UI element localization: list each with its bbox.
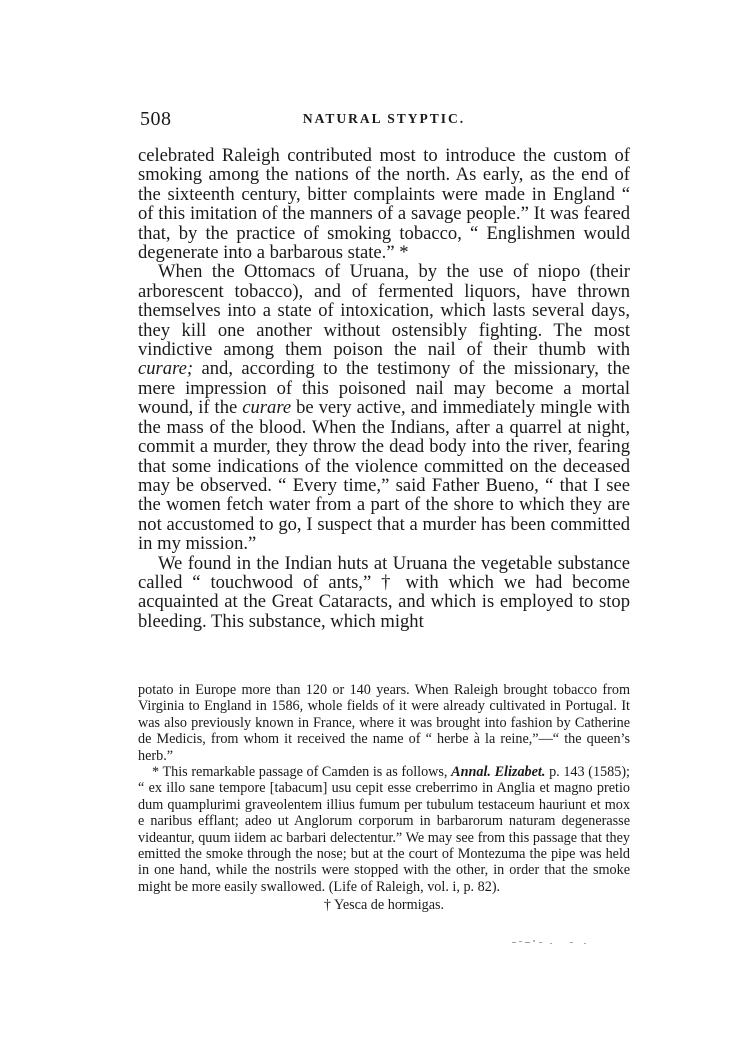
- page-header: [140, 108, 628, 132]
- footnote-star-part-b: p. 143 (1585); “ ex illo sane tempore [tabacum] usu cepit esse creberrimo in Anglia et magno pretio dum quamplurimi graveolentem illius fumum per tubulum testaceum hauriunt et mox e naribus efflant; adeo ut Anglorum corporum in barbarorum naturam degenerasse videantur, quum iidem ac barbari delectentur.” We may see from this passage that they emitted the smoke through the nose; but at the court of Montezuma the pipe was held in one hand, while the nostrils were stopped with the other, in order that the smoke might be more easily swallowed. (Life of Raleigh, vol. i, p. 82).: [138, 764, 631, 895]
- paragraph-2-part-a: When the Ottomacs of Uruana, by the use of niopo (their arborescent tobacco), and of fermented liquors, have thrown themselves into a state of intoxication, which lasts several days, they kill one another without ostensibly fighting. The most vindictive among them poison the nail of their thumb with: [138, 261, 630, 361]
- paragraph-1: celebrated Raleigh contributed most to introduce the custom of smoking among the nations of the north. As early, as the end of the sixteenth century, bitter complaints were made in England “ of this imitation of the manners of a savage people.” It was feared that, by the practice of smoking tobacco, “ Englishmen would degenerate into a barbarous state.” *: [138, 145, 630, 264]
- page-number: 508: [140, 108, 172, 130]
- footnote-star: [138, 764, 630, 895]
- footnote-dagger: † Yesca de hormigas.: [323, 897, 445, 914]
- paragraph-2-part-b: and, according to the testimony of the missionary, the mere impression of this poisoned nail may become a mortal wound, if the: [138, 358, 630, 419]
- body-text: [138, 146, 630, 631]
- paragraph-3: We found in the Indian huts at Uruana the vegetable substance called “ touchwood of ants,” † with which we had become acquainted at the Great Cataracts, and which is employed to stop bleeding. This substance, which might: [138, 552, 630, 632]
- curare-term: curare;: [138, 358, 194, 380]
- paragraph-2-part-c: be very active, and immediately mingle with the mass of the blood. When the Indians, after a quarrel at night, commit a murder, they throw the dead body into the river, fearing that some indications of the violence committed on the deceased may be observed. “ Every time,” said Father Bueno, “ that I see the women fetch water from a part of the shore to which they are not accustomed to go, I suspect that a murder has been committed in my mission.”: [138, 397, 630, 555]
- footnotes: [138, 682, 630, 914]
- footnote-continuation: potato in Europe more than 120 or 140 years. When Raleigh brought tobacco from Virginia to England in 1586, whole fields of it were already cultivated in Portugal. It was also previously known in France, where it was brought into fashion by Catherine de Medicis, from whom it received the name of “ herbe à la reine,”—“ the queen’s herb.”: [138, 682, 630, 764]
- print-specks: [512, 938, 602, 948]
- curare-term: curare: [242, 397, 292, 419]
- footnote-star-part-a: * This remarkable passage of Camden is as follows,: [152, 764, 448, 781]
- running-head: NATURAL STYPTIC.: [302, 111, 466, 126]
- footnote-reference: Annal. Elizabet.: [451, 764, 546, 781]
- paragraph-2: [138, 262, 630, 553]
